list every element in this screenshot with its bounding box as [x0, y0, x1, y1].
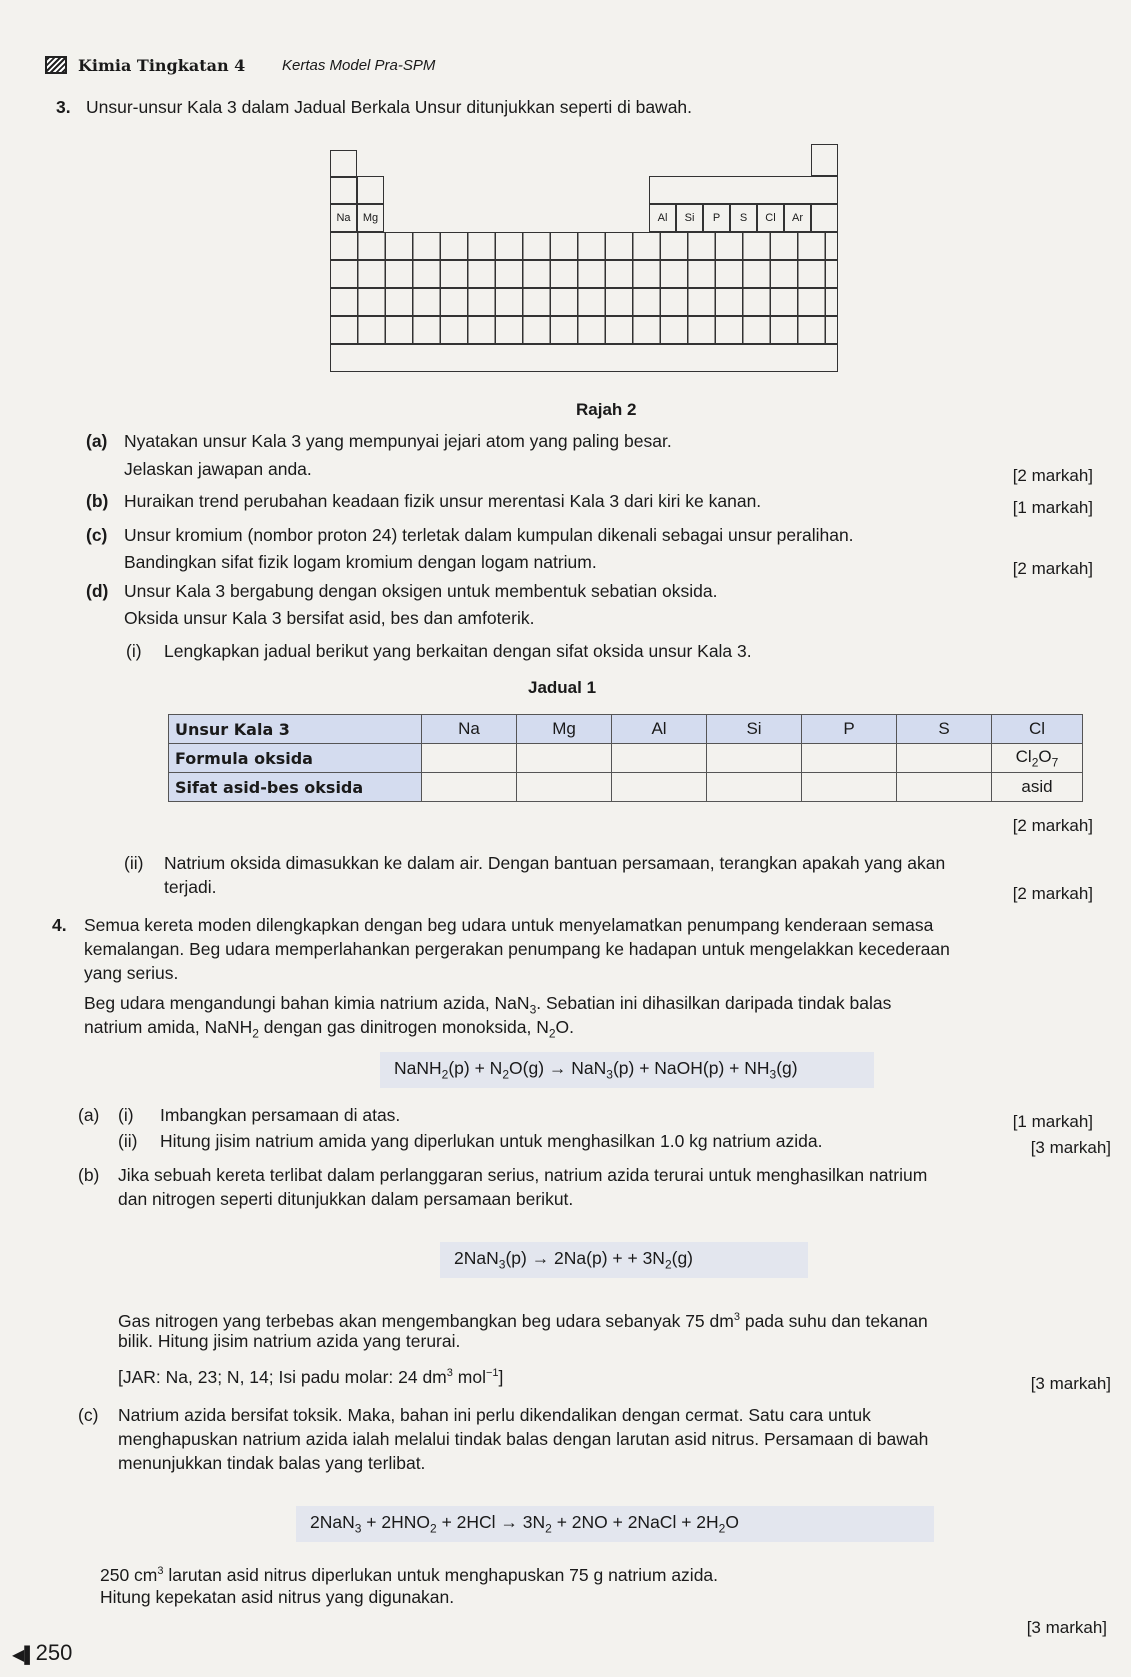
text-sup: 3: [446, 1367, 453, 1379]
q4b-line1: Jika sebuah kereta terlibat dalam perlanggaran serius, natrium azida terurai untuk menghasilkan natrium: [118, 1165, 928, 1185]
text-sub: 2: [252, 1026, 259, 1041]
pt-element-ar: Ar: [784, 204, 811, 232]
q4aii-marks: [3 markah]: [1030, 1138, 1111, 1157]
eq-sub: 3: [354, 1521, 362, 1536]
q3-number: 3.: [56, 97, 71, 117]
q4b-text-line1: [118, 1306, 928, 1332]
q4c-text-line2: Hitung kepekatan asid nitrus yang digunakan.: [100, 1587, 455, 1607]
q4-p1-line2: kemalangan. Beg udara memperlahankan pergerakan penumpang ke hadapan untuk mengelakkan kecederaan: [84, 939, 950, 959]
table-cell-blank: [802, 744, 897, 773]
table-cell-blank: [897, 744, 992, 773]
table-cell-cl-formula: [992, 744, 1083, 773]
q4ai-sub: (i): [118, 1105, 134, 1125]
eq-sub: 3: [606, 1067, 613, 1082]
table-cell-blank: [422, 744, 517, 773]
table-cell-na: Na: [422, 715, 517, 744]
q3dii-line1: Natrium oksida dimasukkan ke dalam air. Dengan bantuan persamaan, terangkan apakah yang akan: [164, 853, 946, 873]
q3b-text: Huraikan trend perubahan keadaan fizik unsur merentasi Kala 3 dari kiri ke kanan.: [124, 491, 762, 511]
page-number: [12, 1640, 72, 1666]
q3b-marks: [1 markah]: [1012, 498, 1093, 517]
q3di-text: Lengkapkan jadual berikut yang berkaitan dengan sifat oksida unsur Kala 3.: [164, 641, 752, 661]
text-part: [JAR: Na, 23; N, 14; Isi padu molar: 24 dm: [118, 1366, 447, 1387]
q4c-marks: [3 markah]: [1026, 1618, 1107, 1637]
table-cell-s: S: [897, 715, 992, 744]
eq-part: (g): [776, 1058, 798, 1078]
pt-element-na: Na: [330, 204, 357, 232]
pt-element-s: S: [730, 204, 757, 232]
formula-part: O: [1038, 746, 1052, 766]
q4c-label: (c): [78, 1405, 99, 1425]
pt-row-6: [330, 288, 838, 316]
q4c-line2: menghapuskan natrium azida ialah melalui tindak balas dengan larutan asid nitrus. Persamaan di bawah: [118, 1429, 929, 1449]
q4aii-text: Hitung jisim natrium amida yang diperlukan untuk menghasilkan 1.0 kg natrium azida.: [160, 1131, 823, 1151]
table-cell-blank: [517, 773, 612, 802]
text-part: O.: [555, 1017, 575, 1037]
text-part: pada suhu dan tekanan: [739, 1310, 928, 1331]
q3b-label: (b): [86, 491, 109, 511]
eq-part: O: [725, 1512, 739, 1532]
pt-cell: [649, 176, 838, 204]
q3d-line2: Oksida unsur Kala 3 bersifat asid, bes dan amfoterik.: [124, 608, 535, 628]
q3a-line2: Jelaskan jawapan anda.: [124, 459, 312, 479]
q4c-line1: Natrium azida bersifat toksik. Maka, bahan ini perlu dikendalikan dengan cermat. Satu cara untuk: [118, 1405, 871, 1425]
q4a-label: (a): [78, 1105, 100, 1125]
eq-part: (g): [671, 1248, 694, 1268]
q4b-text-line3: [118, 1362, 503, 1388]
table-row-formula: [169, 744, 1083, 773]
eq-sub: 2: [718, 1521, 726, 1536]
table-cell-blank: [517, 744, 612, 773]
q3dii-label: (ii): [124, 853, 144, 873]
pt-element-al: Al: [649, 204, 676, 232]
oxide-table: [168, 714, 1083, 802]
equation-3: [296, 1506, 934, 1542]
text-part: Beg udara mengandungi bahan kimia natrium azida, NaN: [84, 993, 530, 1013]
text-part: dengan gas dinitrogen monoksida, N: [258, 1017, 549, 1037]
text-part: mol: [452, 1366, 486, 1387]
text-sub: 3: [529, 1002, 537, 1017]
pt-row-7: [330, 316, 838, 344]
table-cell-blank: [612, 744, 707, 773]
equation-2: [440, 1242, 808, 1278]
pt-row-5: [330, 260, 838, 288]
q3c-line1: Unsur kromium (nombor proton 24) terletak dalam kumpulan dikenali sebagai unsur peralihan.: [124, 525, 854, 545]
text-part: natrium amida, NaNH: [84, 1017, 253, 1037]
q4-p1-line1: Semua kereta moden dilengkapkan dengan beg udara untuk menyelamatkan penumpang kenderaan semasa: [84, 915, 934, 935]
eq-sub: 2: [441, 1067, 449, 1082]
eq-part: (p) + NaOH(p) + NH: [612, 1058, 770, 1078]
eq-part: + 2HCl → 3N: [436, 1512, 546, 1532]
q3c-marks: [2 markah]: [1012, 559, 1093, 578]
q3d-label: (d): [86, 581, 109, 601]
book-title: Kimia Tingkatan 4: [78, 56, 246, 75]
table-cell-blank: [802, 773, 897, 802]
pt-row-4: [330, 232, 838, 260]
q4aii-sub: (ii): [118, 1131, 138, 1151]
row-header-nature: Sifat asid-bes oksida: [169, 773, 422, 802]
text-part: 250 cm: [100, 1564, 158, 1585]
pt-cell: [330, 150, 357, 178]
q4ai-text: Imbangkan persamaan di atas.: [160, 1105, 401, 1125]
table-cell-si: Si: [707, 715, 802, 744]
q3di-label: (i): [126, 641, 142, 661]
q3c-label: (c): [86, 525, 108, 545]
page-number-text: 250: [35, 1640, 73, 1665]
q4-p2-line2: [84, 1016, 574, 1045]
text-part: larutan asid nitrus diperlukan untuk menghapuskan 75 g natrium azida.: [163, 1564, 719, 1585]
eq-sub: 2: [545, 1521, 552, 1536]
pt-row-8: [330, 344, 838, 372]
table-cell-p: P: [802, 715, 897, 744]
eq-sub: 2: [664, 1257, 672, 1272]
pt-element-si: Si: [676, 204, 703, 232]
pt-element-cl: Cl: [757, 204, 784, 232]
q3a-marks: [2 markah]: [1012, 466, 1093, 485]
eq-part: NaNH: [394, 1058, 442, 1078]
eq-part: 2NaN: [454, 1248, 499, 1268]
table-cell-al: Al: [612, 715, 707, 744]
q3a-line1: Nyatakan unsur Kala 3 yang mempunyai jejari atom yang paling besar.: [124, 431, 672, 451]
table-cell-blank: [707, 744, 802, 773]
eq-part: (p) → 2Na(p) + + 3N: [505, 1248, 665, 1268]
pt-cell: [811, 204, 838, 232]
text-sup: −1: [485, 1367, 499, 1379]
text-part: Gas nitrogen yang terbebas akan mengembangkan beg udara sebanyak 75 dm: [118, 1310, 734, 1331]
text-sub: 2: [548, 1026, 556, 1041]
table-caption: Jadual 1: [528, 678, 597, 697]
q4b-line2: dan nitrogen seperti ditunjukkan dalam persamaan berikut.: [118, 1189, 574, 1209]
table-cell-blank: [422, 773, 517, 802]
text-sup: 3: [733, 1311, 740, 1323]
pt-cell: [357, 176, 384, 204]
book-logo-icon: [45, 56, 67, 74]
row-header-element: Unsur Kala 3: [169, 715, 422, 744]
table-row-elements: [169, 715, 1083, 744]
eq-part: O(g) → NaN: [509, 1058, 607, 1078]
equation-1: [380, 1052, 874, 1088]
page-arrow-icon: ◀▌: [12, 1647, 36, 1664]
eq-part: + 2NO + 2NaCl + 2H: [551, 1512, 719, 1532]
table-cell-cl: Cl: [992, 715, 1083, 744]
eq-sub: 3: [498, 1257, 506, 1272]
q4ai-marks: [1 markah]: [1012, 1112, 1093, 1131]
eq-sub: 2: [502, 1067, 510, 1082]
pt-cell: [330, 176, 357, 204]
eq-part: 2NaN: [310, 1512, 355, 1532]
q3-intro: Unsur-unsur Kala 3 dalam Jadual Berkala Unsur ditunjukkan seperti di bawah.: [86, 97, 693, 117]
table-row-nature: [169, 773, 1083, 802]
table-cell-blank: [897, 773, 992, 802]
formula-sub: 2: [1031, 755, 1039, 770]
text-part: ]: [498, 1366, 504, 1387]
table-cell-mg: Mg: [517, 715, 612, 744]
eq-sub: 3: [769, 1067, 777, 1082]
table-marks: [2 markah]: [1012, 816, 1093, 835]
q3c-line2: Bandingkan sifat fizik logam kromium dengan logam natrium.: [124, 552, 597, 572]
periodic-table-diagram: [330, 150, 866, 390]
q4c-text-line1: [100, 1560, 718, 1586]
q4-p1-line3: yang serius.: [84, 963, 179, 983]
text-part: . Sebatian ini dihasilkan daripada tindak balas: [536, 993, 892, 1013]
eq-part: + 2HNO: [361, 1512, 431, 1532]
pt-element-p: P: [703, 204, 730, 232]
q4b-label: (b): [78, 1165, 100, 1185]
table-cell-blank: [707, 773, 802, 802]
eq-sub: 2: [430, 1521, 437, 1536]
pt-cell: [811, 144, 838, 176]
table-cell-blank: [612, 773, 707, 802]
q3dii-line2: terjadi.: [164, 877, 217, 897]
q4b-marks: [3 markah]: [1030, 1374, 1111, 1393]
pt-element-mg: Mg: [357, 204, 384, 232]
eq-part: (p) + N: [448, 1058, 503, 1078]
row-header-formula: Formula oksida: [169, 744, 422, 773]
q3dii-marks: [2 markah]: [1012, 884, 1093, 903]
q4b-text-line2: bilik. Hitung jisim natrium azida yang terurai.: [118, 1331, 461, 1351]
q3d-line1: Unsur Kala 3 bergabung dengan oksigen untuk membentuk sebatian oksida.: [124, 581, 718, 601]
text-sup: 3: [157, 1565, 164, 1577]
q4-number: 4.: [52, 915, 67, 935]
table-cell-cl-nature: asid: [992, 773, 1083, 802]
q3a-label: (a): [86, 431, 108, 451]
formula-part: Cl: [1015, 746, 1032, 766]
formula-sub: 7: [1051, 755, 1059, 770]
figure-caption: Rajah 2: [576, 400, 637, 419]
q4c-line3: menunjukkan tindak balas yang terlibat.: [118, 1453, 426, 1473]
book-subtitle: Kertas Model Pra-SPM: [282, 57, 436, 74]
